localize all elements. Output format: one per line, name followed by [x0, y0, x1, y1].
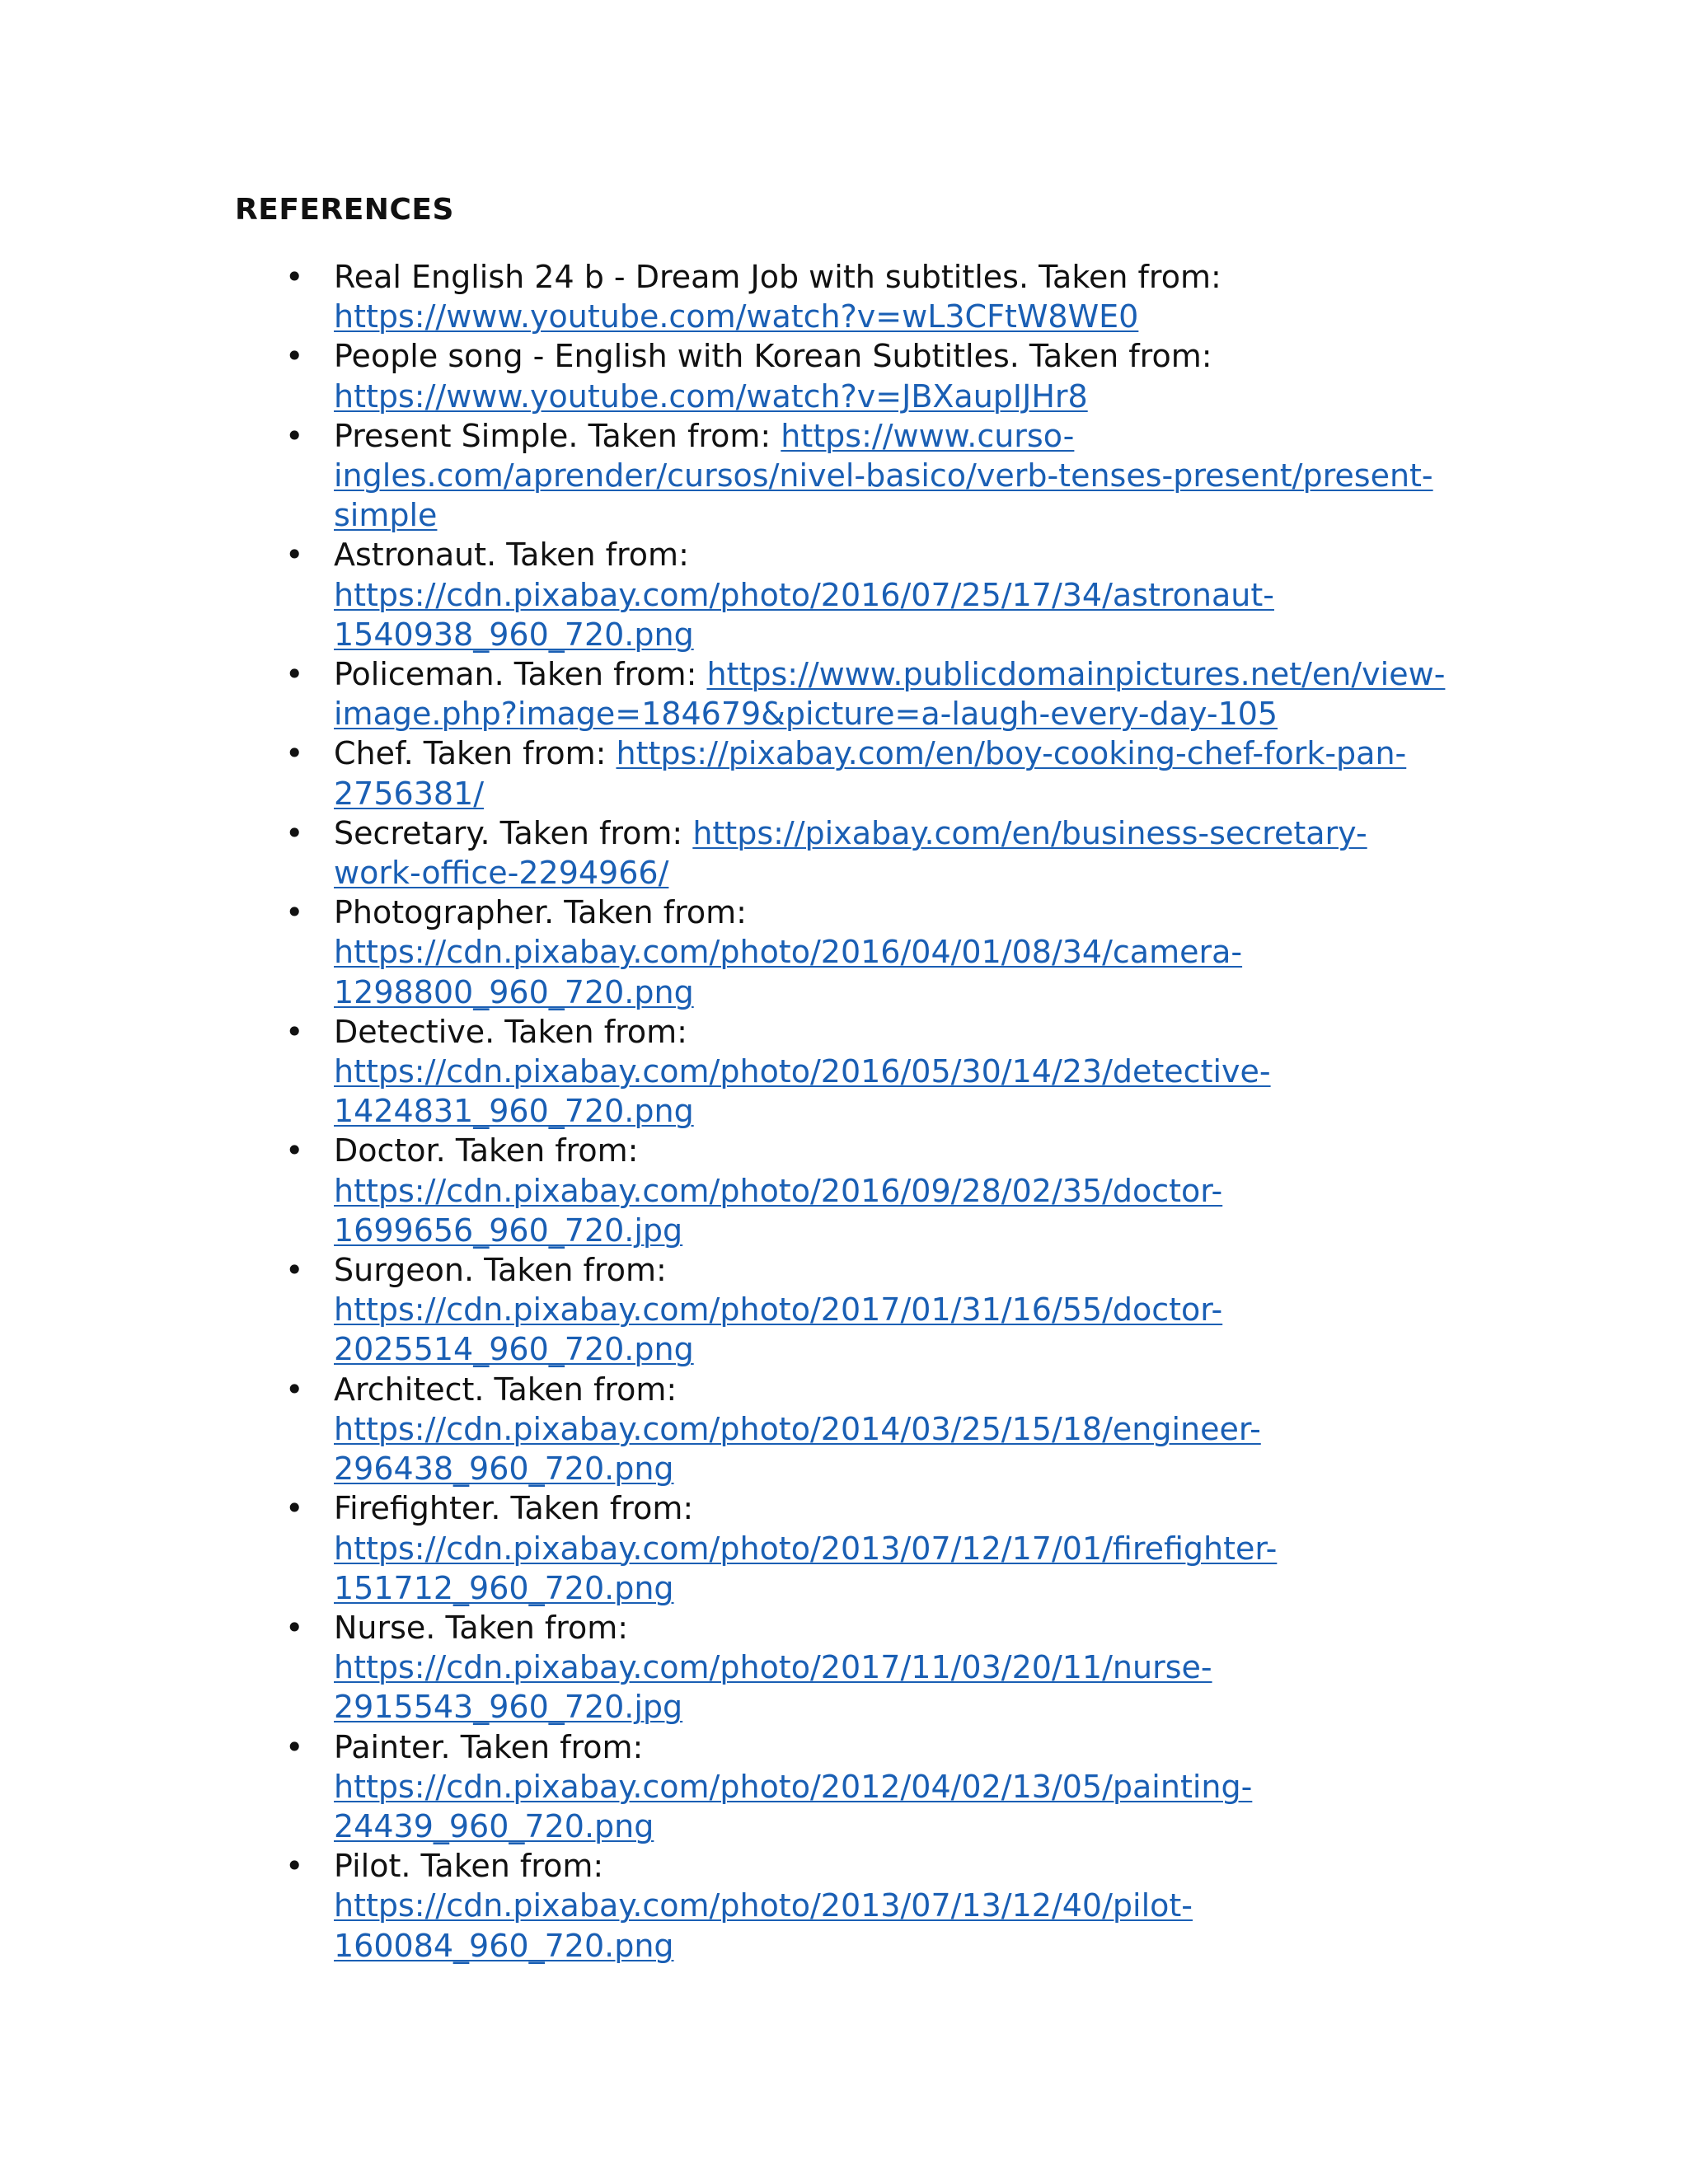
reference-label: Astronaut. Taken from:	[334, 537, 689, 574]
reference-link[interactable]: https://cdn.pixabay.com/photo/2016/07/25/17/34/astronaut-	[334, 576, 1274, 613]
reference-label: Painter. Taken from:	[334, 1728, 644, 1765]
reference-link[interactable]: https://cdn.pixabay.com/photo/2012/04/02/13/05/painting-	[334, 1768, 1253, 1805]
reference-link-inline[interactable]: https://pixabay.com/en/business-secretary-	[692, 814, 1367, 851]
reference-link[interactable]: 1298800_960_720.png	[334, 973, 694, 1010]
bullet-icon: •	[285, 1013, 304, 1050]
reference-link[interactable]: 160084_960_720.png	[334, 1927, 674, 1964]
reference-label: Firefighter. Taken from:	[334, 1490, 694, 1527]
reference-link[interactable]: 2756381/	[334, 775, 485, 812]
reference-item	[272, 1488, 1475, 1608]
reference-link[interactable]: 1424831_960_720.png	[334, 1093, 694, 1130]
reference-label: Architect. Taken from:	[334, 1371, 678, 1408]
bullet-icon: •	[285, 1132, 304, 1169]
reference-item	[272, 813, 1475, 893]
bullet-icon: •	[285, 1848, 304, 1885]
reference-label: Pilot. Taken from:	[334, 1848, 604, 1885]
reference-item	[272, 1846, 1475, 1966]
reference-item	[272, 535, 1475, 654]
references-heading: REFERENCES	[235, 193, 454, 227]
reference-item	[272, 336, 1475, 415]
reference-label: Doctor. Taken from:	[334, 1132, 639, 1169]
reference-link[interactable]: https://cdn.pixabay.com/photo/2017/11/03/20/11/nurse-	[334, 1649, 1212, 1686]
reference-link-inline[interactable]: https://pixabay.com/en/boy-cooking-chef-fork-pan-	[616, 735, 1407, 772]
reference-label: People song - English with Korean Subtitles. Taken from:	[334, 338, 1212, 375]
reference-item	[272, 1370, 1475, 1489]
reference-link[interactable]: https://cdn.pixabay.com/photo/2017/01/31/16/55/doctor-	[334, 1291, 1223, 1329]
reference-label: Real English 24 b - Dream Job with subtitles. Taken from:	[334, 259, 1221, 295]
reference-link[interactable]: 1699656_960_720.jpg	[334, 1212, 683, 1249]
bullet-icon: •	[285, 735, 304, 772]
reference-item	[272, 893, 1475, 1012]
bullet-icon: •	[285, 1490, 304, 1527]
reference-item	[272, 1250, 1475, 1370]
bullet-icon: •	[285, 259, 304, 295]
reference-link-inline[interactable]: https://www.curso-	[781, 417, 1075, 454]
reference-link[interactable]: https://cdn.pixabay.com/photo/2014/03/25/15/18/engineer-	[334, 1410, 1261, 1447]
reference-item	[272, 1131, 1475, 1250]
reference-link[interactable]: image.php?image=184679&picture=a-laugh-every-day-105	[334, 696, 1278, 733]
bullet-icon: •	[285, 417, 304, 454]
reference-link[interactable]: ingles.com/aprender/cursos/nivel-basico/verb-tenses-present/present-	[334, 457, 1433, 494]
reference-link-inline[interactable]: https://www.publicdomainpictures.net/en/view-	[706, 656, 1446, 693]
reference-item	[272, 416, 1475, 536]
reference-label: Detective. Taken from:	[334, 1013, 687, 1050]
bullet-icon: •	[285, 338, 304, 375]
bullet-icon: •	[285, 814, 304, 851]
reference-item	[272, 1012, 1475, 1132]
reference-link[interactable]: simple	[334, 497, 438, 534]
bullet-icon: •	[285, 1252, 304, 1289]
reference-label: Chef. Taken from:	[334, 735, 617, 772]
bullet-icon: •	[285, 1371, 304, 1408]
reference-link[interactable]: https://cdn.pixabay.com/photo/2013/07/13/12/40/pilot-	[334, 1887, 1193, 1924]
bullet-icon: •	[285, 656, 304, 693]
reference-link[interactable]: work-office-2294966/	[334, 855, 669, 892]
bullet-icon: •	[285, 894, 304, 931]
reference-link[interactable]: 1540938_960_720.png	[334, 616, 694, 653]
reference-item	[272, 1727, 1475, 1847]
reference-link[interactable]: 2025514_960_720.png	[334, 1331, 694, 1368]
reference-item	[272, 1608, 1475, 1727]
reference-item	[272, 257, 1475, 336]
reference-label: Surgeon. Taken from:	[334, 1252, 667, 1289]
reference-label: Secretary. Taken from:	[334, 814, 693, 851]
reference-link[interactable]: 24439_960_720.png	[334, 1807, 654, 1844]
reference-link[interactable]: 2915543_960_720.jpg	[334, 1689, 683, 1726]
bullet-icon: •	[285, 1728, 304, 1765]
reference-label: Nurse. Taken from:	[334, 1609, 629, 1646]
reference-link[interactable]: https://cdn.pixabay.com/photo/2016/04/01/08/34/camera-	[334, 934, 1243, 971]
reference-link[interactable]: https://www.youtube.com/watch?v=JBXaupIJHr8	[334, 377, 1088, 415]
bullet-icon: •	[285, 1609, 304, 1646]
reference-link[interactable]: https://cdn.pixabay.com/photo/2013/07/12/17/01/firefighter-	[334, 1530, 1278, 1567]
references-list	[272, 257, 1475, 1966]
reference-item	[272, 654, 1475, 733]
reference-label: Present Simple. Taken from:	[334, 417, 781, 454]
reference-label: Policeman. Taken from:	[334, 656, 707, 693]
reference-label: Photographer. Taken from:	[334, 894, 747, 931]
reference-link[interactable]: https://cdn.pixabay.com/photo/2016/09/28/02/35/doctor-	[334, 1172, 1223, 1209]
reference-item	[272, 733, 1475, 813]
reference-link[interactable]: https://cdn.pixabay.com/photo/2016/05/30/14/23/detective-	[334, 1053, 1271, 1090]
reference-link[interactable]: 151712_960_720.png	[334, 1569, 674, 1606]
reference-link[interactable]: https://www.youtube.com/watch?v=wL3CFtW8WE0	[334, 298, 1139, 335]
bullet-icon: •	[285, 537, 304, 574]
reference-link[interactable]: 296438_960_720.png	[334, 1451, 674, 1488]
